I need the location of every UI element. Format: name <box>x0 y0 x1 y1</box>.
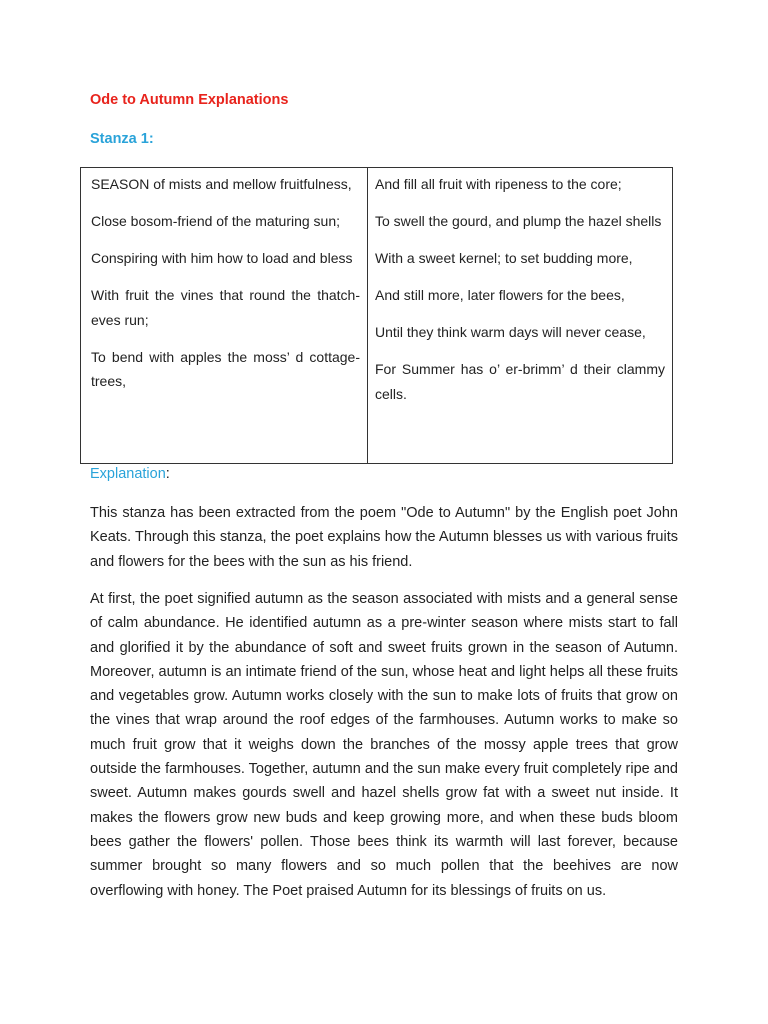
explanation-paragraph: At first, the poet signified autumn as the season associated with mists and a general sense of calm abundance. He identified autumn as a pre-winter season where mists start to fall and glorified it by the abundance of soft and sweet fruits grown in the season of Autumn. Moreover, autumn is an intimate friend of the sun, whose heat and light helps all these fruits and vegetables grow. Autumn works closely with the sun to make lots of fruits that grow on the vines that wrap around the roof edges of the farmhouses. Autumn works to make so much fruit grow that it weighs down the branches of the mossy apple trees that grow outside the farmhouses. Together, autumn and the sun make every fruit completely ripe and sweet. Autumn makes gourds swell and hazel shells grow fat with a sweet nut inside. It makes the flowers grow new buds and keep growing more, and when these buds bloom bees gather the flowers' pollen. Those bees think its warmth will last forever, because summer brought so many flowers and so much pollen that the beehives are now overflowing with honey. The Poet praised Autumn for its blessings of fruits on us. <box>90 591 678 899</box>
poem-line: To swell the gourd, and plump the hazel shells <box>375 213 662 229</box>
poem-line: For Summer has o’ er-brimm’ d their clammy cells. <box>375 361 665 402</box>
poem-line: And fill all fruit with ripeness to the core; <box>375 176 622 192</box>
poem-line: To bend with apples the moss’ d cottage-trees, <box>91 348 360 389</box>
poem-table <box>80 167 673 464</box>
poem-line: Close bosom-friend of the maturing sun; <box>91 213 341 229</box>
poem-line: With fruit the vines that round the thatch-eves run; <box>91 287 360 328</box>
poem-line: Until they think warm days will never cease, <box>375 324 646 340</box>
explanation-colon: : <box>165 466 170 482</box>
poem-column-right <box>368 168 672 463</box>
poem-line: Conspiring with him how to load and bless <box>91 250 353 266</box>
poem-line: SEASON of mists and mellow fruitfulness, <box>91 176 352 192</box>
stanza-heading: Stanza 1: <box>90 131 154 147</box>
explanation-label: Explanation <box>90 466 166 482</box>
document-title: Ode to Autumn Explanations <box>90 92 289 108</box>
explanation-heading <box>90 466 170 482</box>
poem-line: With a sweet kernel; to set budding more, <box>375 250 633 266</box>
poem-line: And still more, later flowers for the bees, <box>375 287 625 303</box>
poem-column-left <box>81 168 368 463</box>
explanation-paragraph: This stanza has been extracted from the poem "Ode to Autumn" by the English poet John Keats. Through this stanza, the poet explains how the Autumn blesses us with various fruits and flowers for the bees with the sun as his friend. <box>90 505 678 570</box>
